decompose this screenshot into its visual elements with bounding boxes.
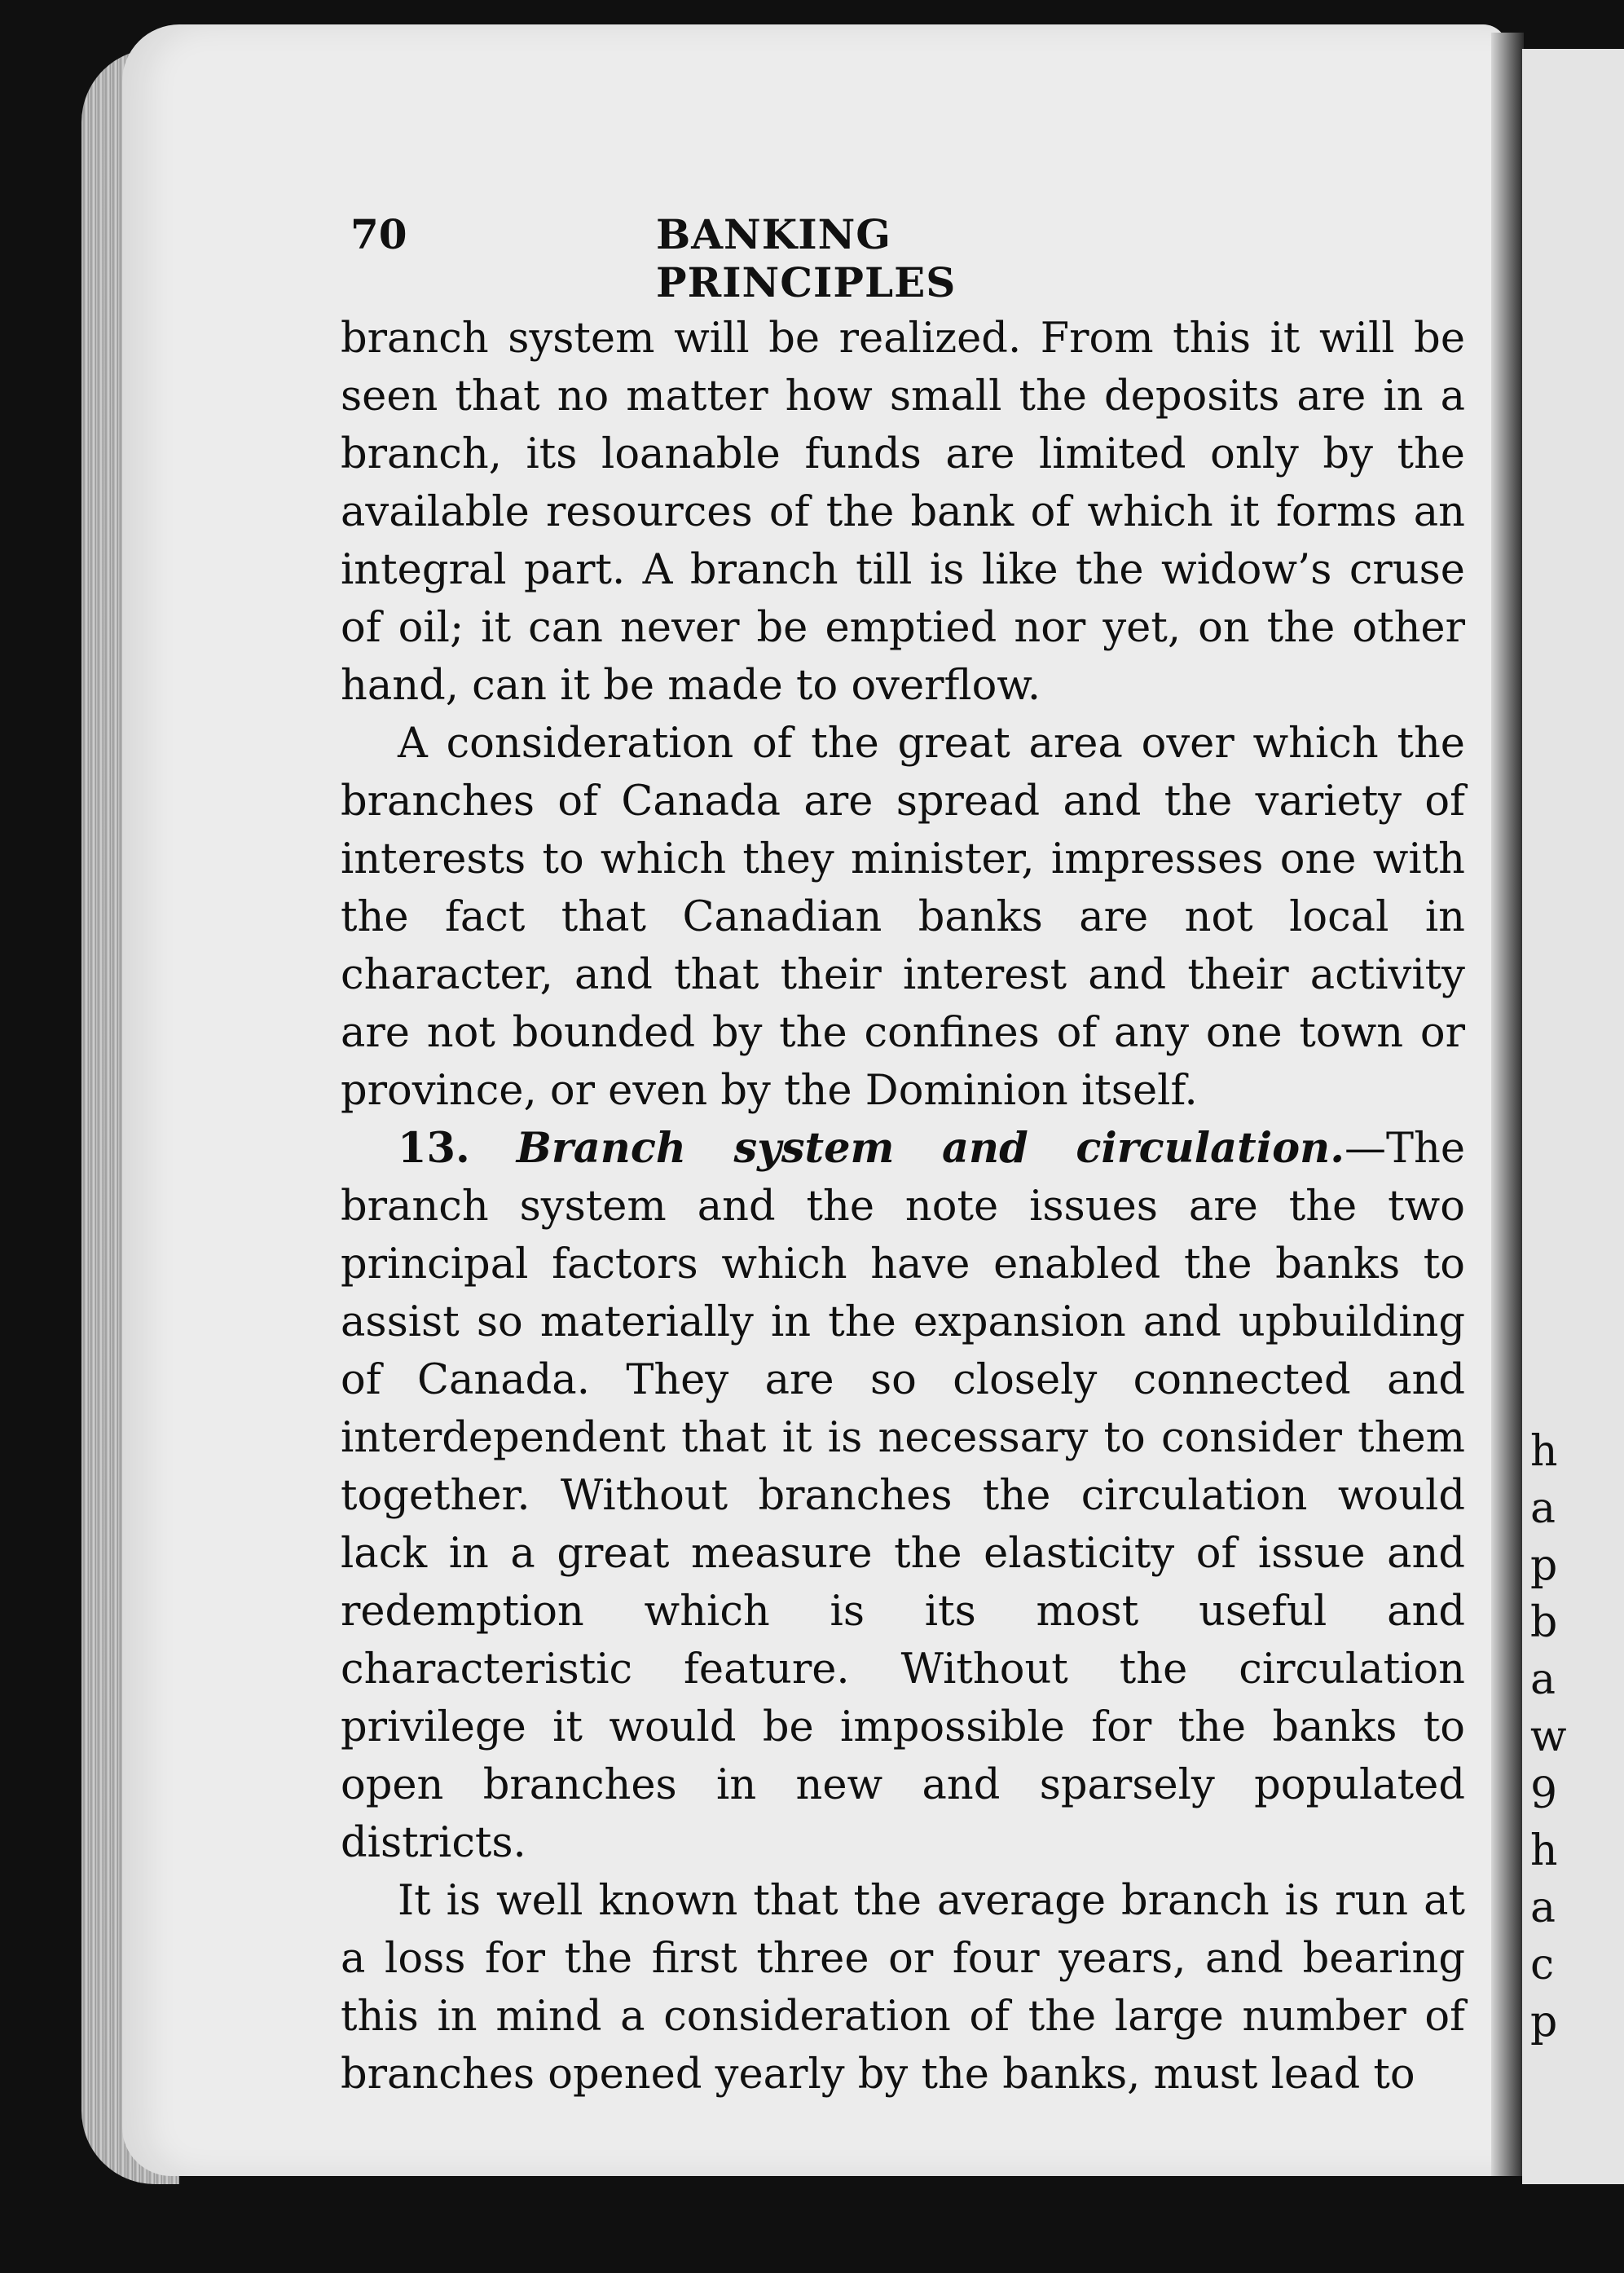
facing-page-letter: 9 bbox=[1530, 1769, 1558, 1818]
facing-page-letter: c bbox=[1530, 1940, 1555, 1989]
book-gutter bbox=[1491, 33, 1524, 2176]
section-paragraph bbox=[341, 1120, 1465, 1872]
section-heading: Branch system and circulation. bbox=[516, 1124, 1345, 1173]
facing-page-letter: b bbox=[1530, 1598, 1558, 1647]
facing-page-letter: a bbox=[1530, 1883, 1556, 1932]
section-number: 13. bbox=[398, 1124, 470, 1173]
facing-page-letter: h bbox=[1530, 1427, 1558, 1476]
page-header bbox=[350, 210, 1173, 306]
facing-page-fragment bbox=[1522, 49, 1624, 2184]
facing-page-letter: w bbox=[1530, 1712, 1567, 1761]
paragraph-continued: branch system will be realized. From this it will be seen that no matter how small the deposits are in a branch, its loanable funds are limited only by the available resources of the bank of which it forms an integral part. A branch till is like the widow’s cruse of oil; it can never be emptied nor yet, on the other hand, can it be made to overflow. bbox=[341, 315, 1465, 710]
paragraph: A consideration of the great area over which the branches of Canada are spread and the variety of interests to which they minister, impresses one with the fact that Canadian banks are not local in character, and that their interest and their activity are not bounded by the confines of any one town or province, or even by the Dominion itself. bbox=[341, 720, 1465, 1115]
facing-page-letter: a bbox=[1530, 1484, 1556, 1533]
facing-page-letter: p bbox=[1530, 1541, 1558, 1590]
page-body bbox=[341, 310, 1465, 2103]
paragraph: It is well known that the average branch is run at a loss for the first three or four years, and bearing this in mind a consideration of the large number of branches opened yearly by the banks, must lead to bbox=[341, 1877, 1465, 2099]
page-number: 70 bbox=[350, 210, 407, 258]
facing-page-letter: p bbox=[1530, 1998, 1558, 2046]
facing-page-letter: h bbox=[1530, 1826, 1558, 1875]
section-text: —The branch system and the note issues are the two principal factors which have enabled the banks to assist so materially in the expansion and upbuilding of Canada. They are so closely connected and interdependent that it is necessary to consider them together. Without branches the circulation would lack in a great measure the elasticity of issue and redemption which is its most useful and characteristic feature. Without the circulation privilege it would be impossible for the banks to open branches in new and sparsely populated districts. bbox=[341, 1125, 1465, 1867]
facing-page-letter: a bbox=[1530, 1655, 1556, 1704]
running-head: BANKING PRINCIPLES bbox=[656, 210, 957, 306]
